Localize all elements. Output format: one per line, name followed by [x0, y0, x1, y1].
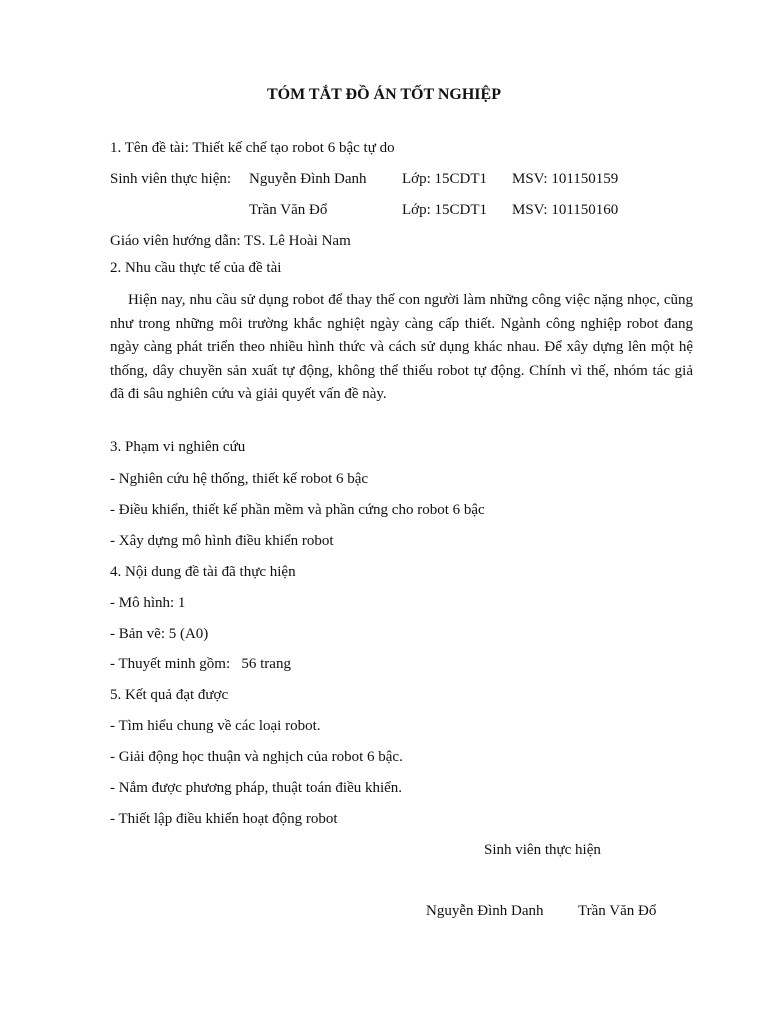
- section5-item: - Tìm hiểu chung về các loại robot.: [110, 718, 321, 734]
- students-label: Sinh viên thực hiện:: [110, 171, 232, 187]
- student-msv-1: MSV: 101150159: [512, 171, 619, 187]
- section4-item: - Bản vẽ: 5 (A0): [110, 626, 209, 642]
- section4-item: - Mô hình: 1: [110, 595, 186, 611]
- student-class-2: Lớp: 15CDT1: [402, 202, 488, 218]
- student-class-1: Lớp: 15CDT1: [402, 171, 488, 187]
- section2-heading: 2. Nhu cầu thực tế của đề tài: [110, 260, 282, 276]
- section5-item: - Giải động học thuận và nghịch của robot 6 bậc.: [110, 749, 403, 765]
- topic-line: 1. Tên đề tài: Thiết kế chế tạo robot 6 bậc tự do: [110, 140, 395, 156]
- section3-heading: 3. Phạm vi nghiên cứu: [110, 439, 246, 455]
- advisor-line: Giáo viên hướng dẫn: TS. Lê Hoài Nam: [110, 233, 351, 249]
- student-name-2: Trần Văn Đổ: [249, 202, 328, 218]
- signature-label: Sinh viên thực hiện: [484, 842, 601, 858]
- section5-item: - Nắm được phương pháp, thuật toán điều khiển.: [110, 780, 403, 796]
- section5-heading: 5. Kết quả đạt được: [110, 687, 229, 703]
- signature-name-1: Nguyễn Đình Danh: [426, 903, 544, 919]
- section3-item: - Xây dựng mô hình điều khiển robot: [110, 533, 334, 549]
- section2-paragraph: Hiện nay, nhu cầu sử dụng robot để thay thế con người làm những công việc nặng nhọc, cũng như trong những môi trường khắc nghiệt ngày càng cấp thiết. Ngành công nghiệp robot đang ngày càng phát triển theo nhiều hình thức và cách sử dụng khác nhau. Để xây dựng lên một hệ thống, dây chuyền sản xuất tự động, không thể thiếu robot tự động. Chính vì thế, nhóm tác giả đã đi sâu nghiên cứu và giải quyết vấn đề này.: [110, 292, 693, 403]
- student-name-1: Nguyễn Đình Danh: [249, 171, 367, 187]
- section4-item: - Thuyết minh gồm: 56 trang: [110, 656, 291, 672]
- document-title: TÓM TẮT ĐỒ ÁN TỐT NGHIỆP: [267, 86, 501, 103]
- section3-item: - Nghiên cứu hệ thống, thiết kế robot 6 bậc: [110, 471, 369, 487]
- section3-item: - Điều khiển, thiết kế phần mềm và phần cứng cho robot 6 bậc: [110, 502, 485, 518]
- student-msv-2: MSV: 101150160: [512, 202, 619, 218]
- section4-heading: 4. Nội dung đề tài đã thực hiện: [110, 564, 296, 580]
- section5-item: - Thiết lập điều khiển hoạt động robot: [110, 811, 338, 827]
- signature-name-2: Trần Văn Đổ: [578, 903, 657, 919]
